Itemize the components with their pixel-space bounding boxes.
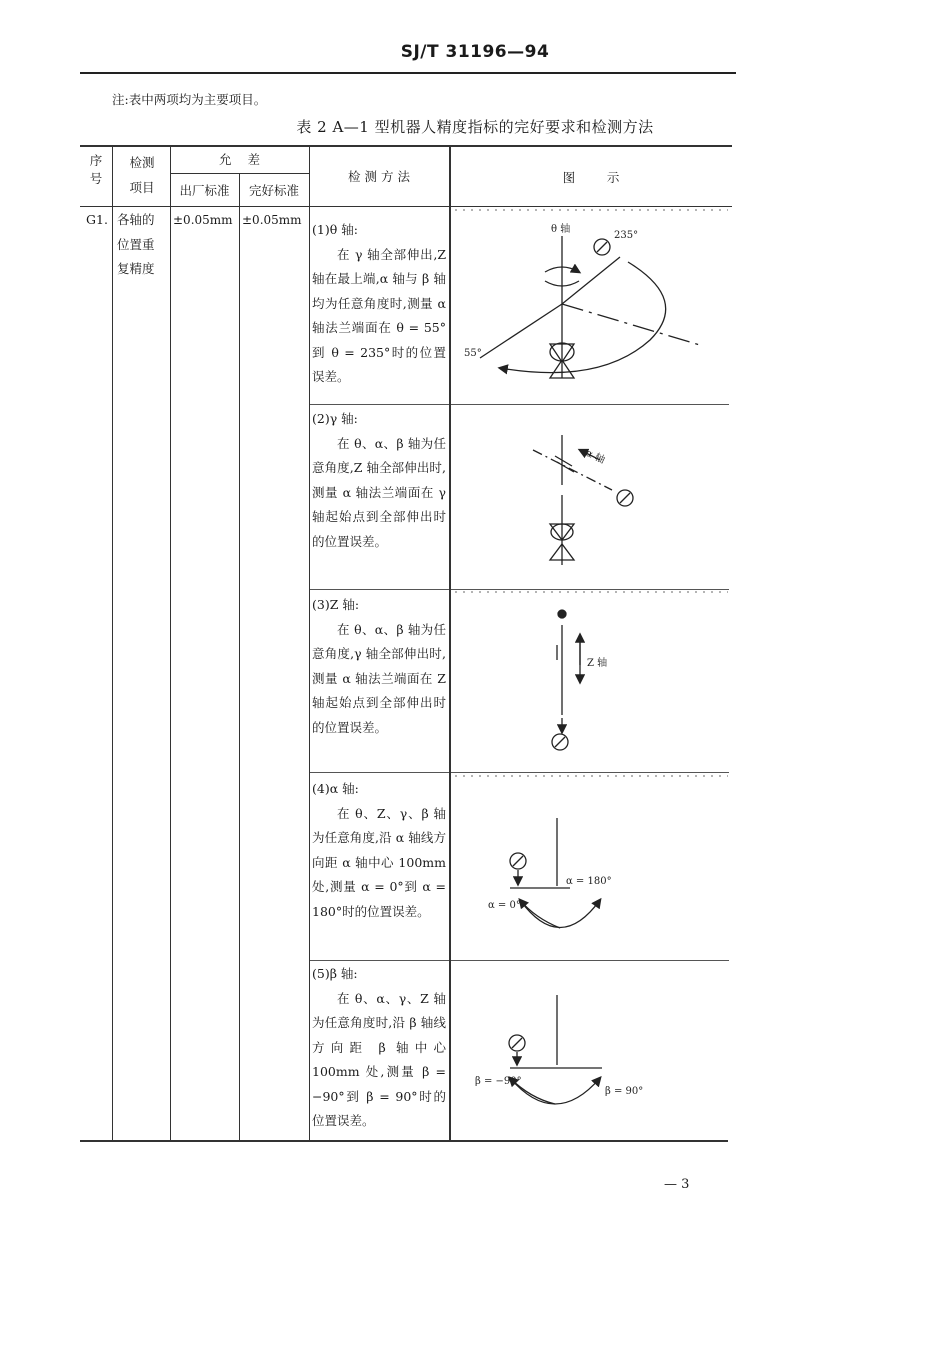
method-gamma-title: (2)γ 轴: [312, 411, 358, 426]
row-item: 各轴的 位置重 复精度 [117, 212, 155, 276]
header-seq: 序 号 [89, 153, 103, 186]
table-caption: 表 2 A—1 型机器人精度指标的完好要求和检测方法 [296, 118, 654, 136]
row-factory-tolerance: ±0.05mm [173, 213, 233, 227]
figure-gamma-diagram [533, 435, 633, 565]
row-seq: G1. [86, 212, 108, 227]
fig-label-theta-start: 55° [464, 348, 482, 359]
fig-label-alpha-end: α = 180° [566, 876, 612, 887]
method-theta-body: 在 γ 轴全部伸出,Z 轴在最上端,α 轴与 β 轴均为任意角度时,测量 α 轴法兰端面在 θ = 55°到 θ = 235°时的位置误差。 [312, 246, 446, 384]
method-z-title: (3)Z 轴: [312, 597, 360, 612]
row-intact-tolerance: ±0.05mm [242, 213, 302, 227]
method-alpha-title: (4)α 轴: [312, 781, 359, 796]
method-gamma-body: 在 θ、α、β 轴为任意角度,Z 轴全部伸出时,测量 α 轴法兰端面在 γ 轴起始点到全部伸出时的位置误差。 [312, 435, 446, 549]
method-z-body: 在 θ、α、β 轴为任意角度,γ 轴全部伸出时,测量 α 轴法兰端面在 Z 轴起始点到全部伸出时的位置误差。 [312, 621, 446, 735]
method-beta-title: (5)β 轴: [312, 966, 358, 981]
header-method: 检 测 方 法 [348, 169, 410, 184]
fig-label-gamma-axis: α 轴 [583, 447, 607, 467]
fig-label-beta-end: β = 90° [605, 1086, 644, 1097]
header-factory: 出厂标准 [179, 183, 230, 198]
fig-label-beta-start: β = −90° [475, 1076, 522, 1087]
method-theta-title: (1)θ 轴: [312, 222, 358, 237]
figure-theta-diagram [480, 236, 700, 378]
method-alpha-body: 在 θ、Z、γ、β 轴为任意角度,沿 α 轴线方向距 α 轴中心 100mm 处,测量 α = 0°到 α = 180°时的位置误差。 [312, 805, 446, 919]
header-intact: 完好标准 [248, 183, 299, 198]
fig-label-theta-end: 235° [614, 230, 639, 241]
figure-z-diagram [552, 610, 580, 750]
fig-label-theta-axis: θ 轴 [551, 224, 571, 235]
fig-label-alpha-start: α = 0° [488, 900, 521, 911]
doc-code-header: SJ/T 31196—94 [400, 42, 550, 62]
header-figure: 图 示 [562, 170, 620, 185]
method-beta-body: 在 θ、α、γ、Z 轴为任意角度时,沿 β 轴线方向距 β 轴中心 100mm 处,测量 β = −90°到 β = 90°时的位置误差。 [312, 990, 446, 1128]
figure-beta-diagram [509, 995, 602, 1104]
header-tolerance: 允 差 [219, 152, 260, 167]
table-note: 注:表中两项均为主要项目。 [112, 92, 267, 107]
page-number: — 3 [664, 1177, 690, 1192]
figure-alpha-diagram [510, 818, 600, 928]
fig-label-z-axis: Z 轴 [587, 658, 608, 669]
header-item: 检测 项目 [129, 155, 155, 195]
